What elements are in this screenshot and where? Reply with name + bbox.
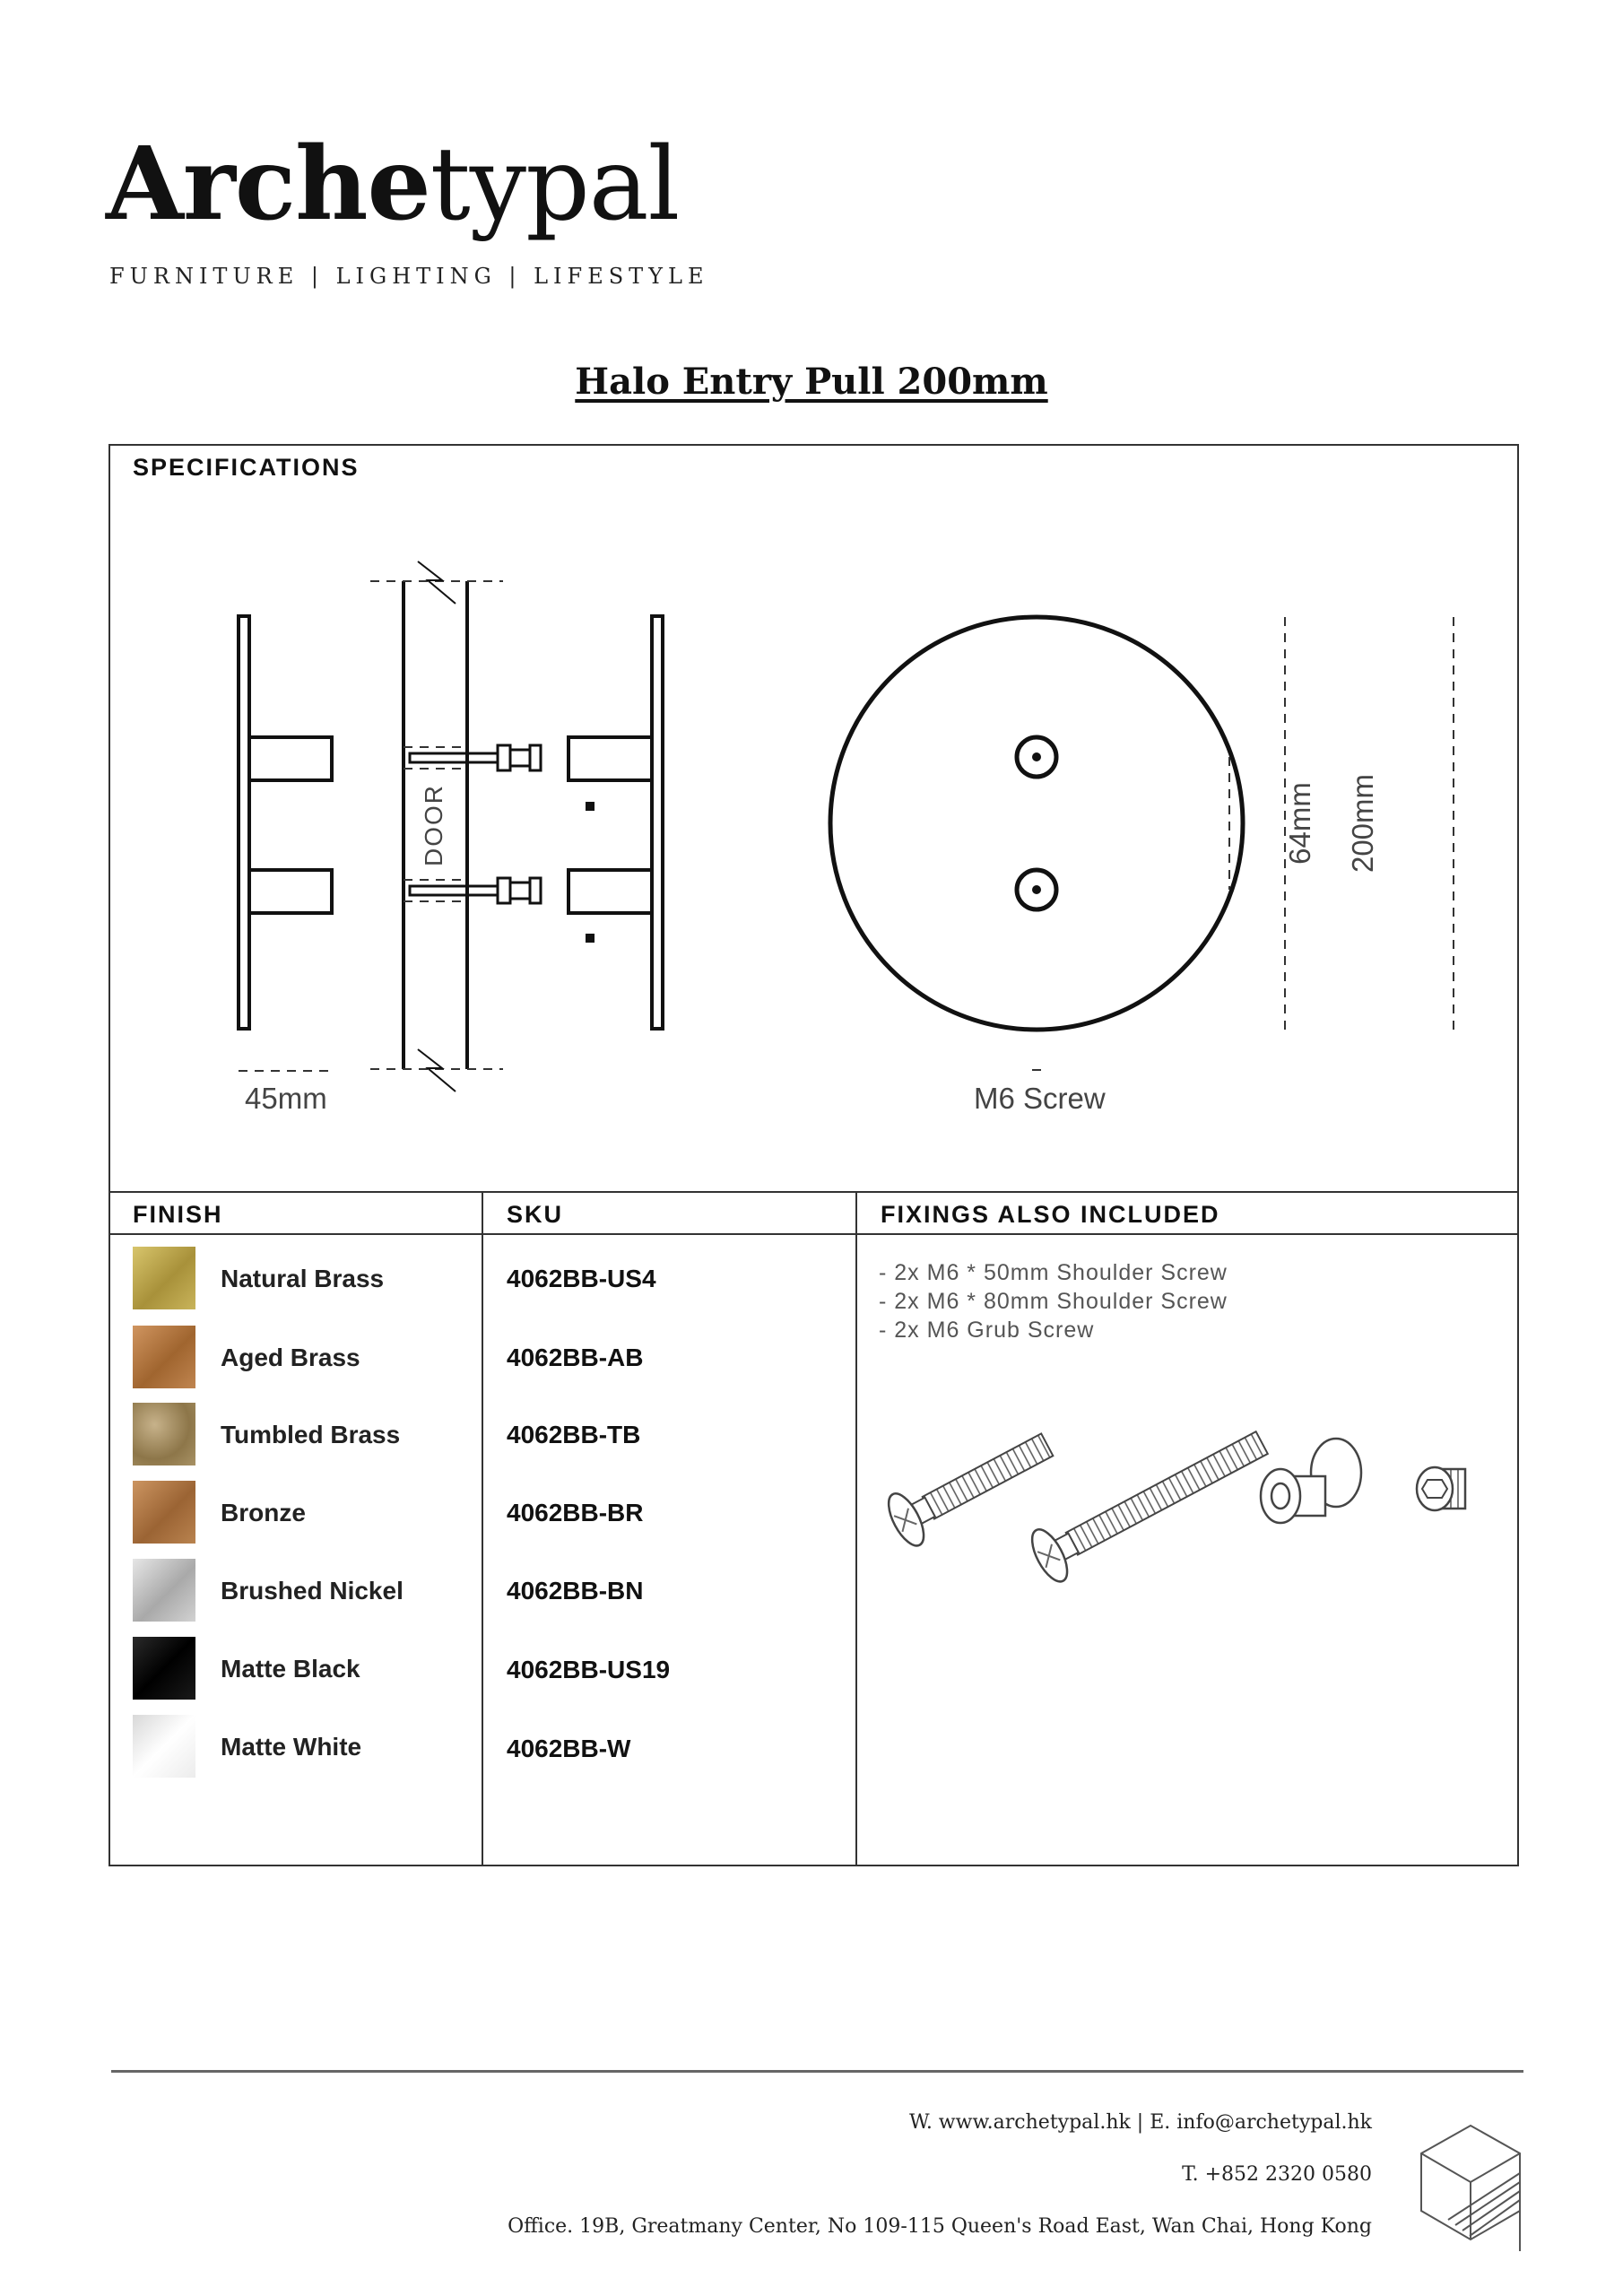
right-standoff-top [568,737,652,780]
finish-name: Brushed Nickel [221,1577,404,1605]
finish-name: Tumbled Brass [221,1421,401,1448]
finish-swatch [133,1481,195,1544]
finish-swatch [133,1637,195,1700]
fixing-item: - 2x M6 Grub Screw [879,1318,1095,1343]
finish-swatch [133,1715,195,1778]
footer-phone: T. +852 2320 0580 [1182,2163,1372,2186]
finish-name: Bronze [221,1499,306,1526]
technical-drawing [108,444,1519,1191]
finish-name: Matte Black [221,1655,360,1683]
right-standoff-bottom [568,870,652,913]
left-standoff-bottom [249,870,332,913]
right-handle-bar [652,616,663,1029]
shoulder-screw-80mm-icon [1025,1417,1275,1587]
column-divider-2 [855,1191,857,1866]
document-title: Halo Entry Pull 200mm [575,361,1048,403]
sku-value: 4062BB-W [507,1735,631,1762]
finish-row [133,1326,473,1388]
left-standoff-top [249,737,332,780]
column-divider-1 [482,1191,483,1866]
brand-logo [106,126,680,243]
sku-heading: SKU [507,1201,564,1228]
screw-label: M6 Screw [974,1082,1106,1115]
finish-row [133,1481,473,1544]
spec-divider [108,1191,1519,1193]
brand-name-light: typal [430,126,680,243]
finish-swatch [133,1403,195,1465]
brand-name-bold: Arche [106,126,430,243]
finish-swatch [133,1247,195,1309]
sku-value: 4062BB-US19 [507,1656,671,1683]
dim-200mm: 200mm [1346,773,1379,874]
grub-screw-icon [1417,1467,1465,1510]
fixing-item: - 2x M6 * 80mm Shoulder Screw [879,1289,1228,1314]
fixing-item: - 2x M6 * 50mm Shoulder Screw [879,1260,1228,1285]
left-handle-bar [239,616,249,1029]
fixings-heading: FIXINGS ALSO INCLUDED [881,1201,1220,1228]
specifications-heading: SPECIFICATIONS [133,454,360,481]
footer-contact: W. www.archetypal.hk | E. info@archetypal.hk [909,2111,1372,2134]
finish-row [133,1637,473,1700]
round-rose [830,617,1243,1030]
footer-office: Office. 19B, Greatmany Center, No 109-115 Queen's Road East, Wan Chai, Hong Kong [508,2215,1372,2238]
finish-name: Matte White [221,1733,362,1761]
finish-name: Aged Brass [221,1344,360,1371]
bushing-icon [1261,1439,1361,1523]
door-label: DOOR [420,784,447,866]
sku-value: 4062BB-AB [507,1344,644,1371]
finish-row [133,1715,473,1778]
dim-64mm: 64mm [1283,782,1316,865]
finish-swatch [133,1559,195,1622]
finish-row [133,1247,473,1309]
finish-row [133,1403,473,1465]
finish-heading: FINISH [133,1201,223,1228]
dim-45mm: 45mm [245,1082,327,1115]
sku-value: 4062BB-US4 [507,1265,656,1292]
sku-value: 4062BB-TB [507,1421,641,1448]
finish-name: Natural Brass [221,1265,385,1292]
brand-tagline: FURNITURE | LIGHTING | LIFESTYLE [109,264,709,289]
finish-row [133,1559,473,1622]
footer-divider [111,2070,1523,2073]
sku-value: 4062BB-BR [507,1499,644,1526]
table-header-divider [108,1233,1519,1235]
fixings-illustration [861,1399,1506,1614]
sku-value: 4062BB-BN [507,1577,644,1605]
finish-swatch [133,1326,195,1388]
brand-cube-icon [1412,2121,1529,2256]
